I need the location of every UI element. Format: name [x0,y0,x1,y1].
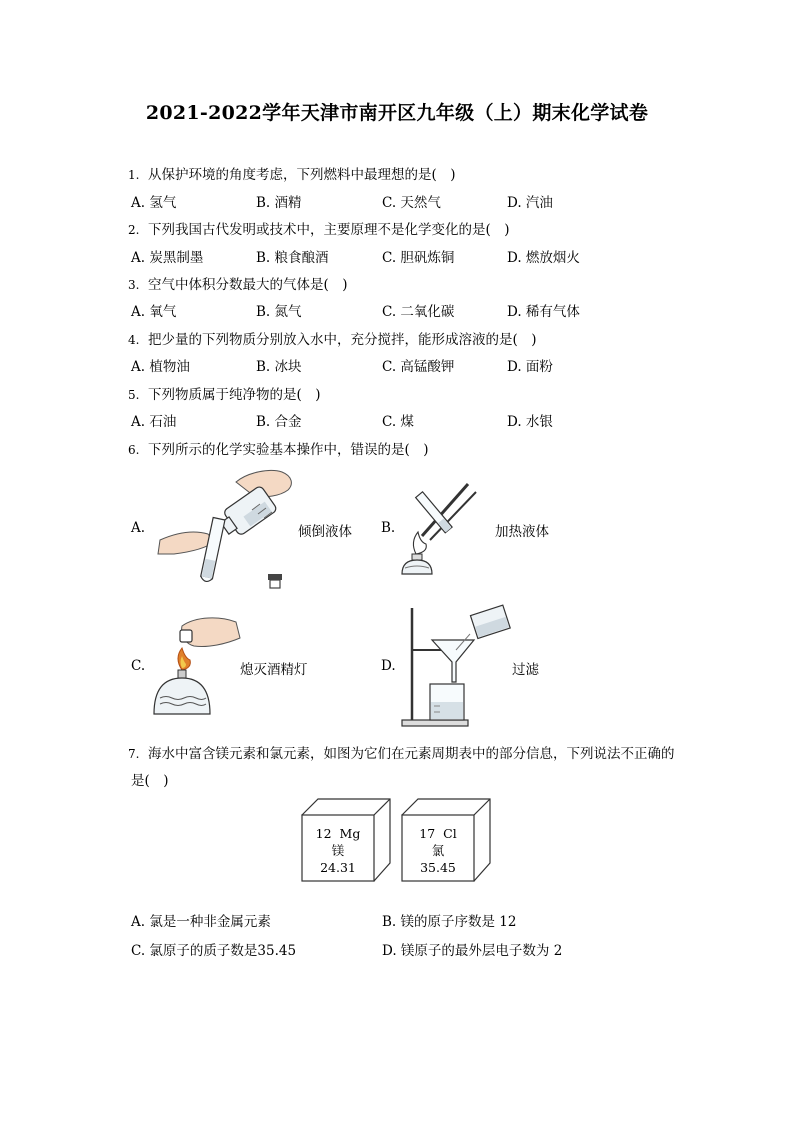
option-d: D. 稀有气体 [507,304,580,320]
option-c: C. 胆矾炼铜 [382,250,455,266]
question-6 [128,438,429,458]
figure-d-letter: D. [381,658,396,674]
question-2 [128,218,510,238]
option-d: D. 水银 [507,414,553,430]
question-text: 从保护环境的角度考虑，下列燃料中最理想的是( ) [148,167,456,183]
figure-d-caption: 过滤 [512,662,539,678]
question-number: 5. [128,388,140,402]
figure-b-caption: 加热液体 [495,524,549,540]
figure-a-letter: A. [131,520,146,536]
question-number: 6. [128,443,140,457]
question-text: 海水中富含镁元素和氯元素，如图为它们在元素周期表中的部分信息，下列说法不正确的 [148,746,675,762]
option-d: D. 面粉 [507,359,553,375]
question-text: 下列物质属于纯净物的是( ) [148,387,321,403]
figure-c-letter: C. [131,658,146,674]
option-a: A. 炭黑制墨 [131,250,204,266]
element-name: 镁 [331,843,345,858]
element-symbol: Cl [443,826,457,841]
option-b: B. 合金 [256,414,302,430]
atomic-number: 17 [419,826,436,841]
heating-liquid-illustration [398,478,488,580]
option-d: D. 汽油 [507,195,553,211]
atomic-number: 12 [315,826,332,841]
option-a: A. 植物油 [131,359,190,375]
option-a: A. 氢气 [131,195,177,211]
option-c: C. 氯原子的质子数是35.45 [131,943,297,959]
element-cell-mg [302,825,374,876]
question-text: 下列我国古代发明或技术中，主要原理不是化学变化的是( ) [148,222,510,238]
question-text: 空气中体积分数最大的气体是( ) [148,277,348,293]
option-a: A. 氯是一种非金属元素 [131,914,271,930]
question-number: 2. [128,223,140,237]
pouring-liquid-illustration [150,462,300,592]
element-symbol: Mg [339,826,361,841]
option-a: A. 氧气 [131,304,177,320]
atomic-mass: 35.45 [420,860,456,875]
option-b: B. 氮气 [256,304,302,320]
question-text: 把少量的下列物质分别放入水中，充分搅拌，能形成溶液的是( ) [148,332,537,348]
filtration-illustration [400,604,518,730]
question-4 [128,328,537,348]
figure-b-letter: B. [381,520,396,536]
option-d: D. 镁原子的最外层电子数为 2 [382,943,563,959]
option-a: A. 石油 [131,414,177,430]
option-c: C. 高锰酸钾 [382,359,455,375]
option-b: B. 粮食酿酒 [256,250,329,266]
figure-a-caption: 倾倒液体 [298,524,352,540]
element-name: 氯 [431,843,445,858]
option-b: B. 镁的原子序数是 12 [382,914,517,930]
question-3 [128,273,348,293]
question-7 [128,742,675,762]
option-b: B. 冰块 [256,359,302,375]
option-c: C. 天然气 [382,195,441,211]
option-c: C. 二氧化碳 [382,304,455,320]
page-title: 2021-2022学年天津市南开区九年级（上）期末化学试卷 [145,102,649,124]
question-1 [128,163,456,183]
question-text: 下列所示的化学实验基本操作中，错误的是( ) [148,442,429,458]
question-7-continuation: 是( ) [131,773,169,789]
option-d: D. 燃放烟火 [507,250,580,266]
figure-c-caption: 熄灭酒精灯 [240,662,308,678]
option-c: C. 煤 [382,414,414,430]
option-b: B. 酒精 [256,195,302,211]
question-number: 1. [128,168,140,182]
extinguish-lamp-illustration [150,614,242,724]
question-5 [128,383,321,403]
question-number: 3. [128,278,140,292]
atomic-mass: 24.31 [320,860,356,875]
question-number: 7. [128,747,140,761]
element-cell-cl [402,825,474,876]
question-number: 4. [128,333,140,347]
